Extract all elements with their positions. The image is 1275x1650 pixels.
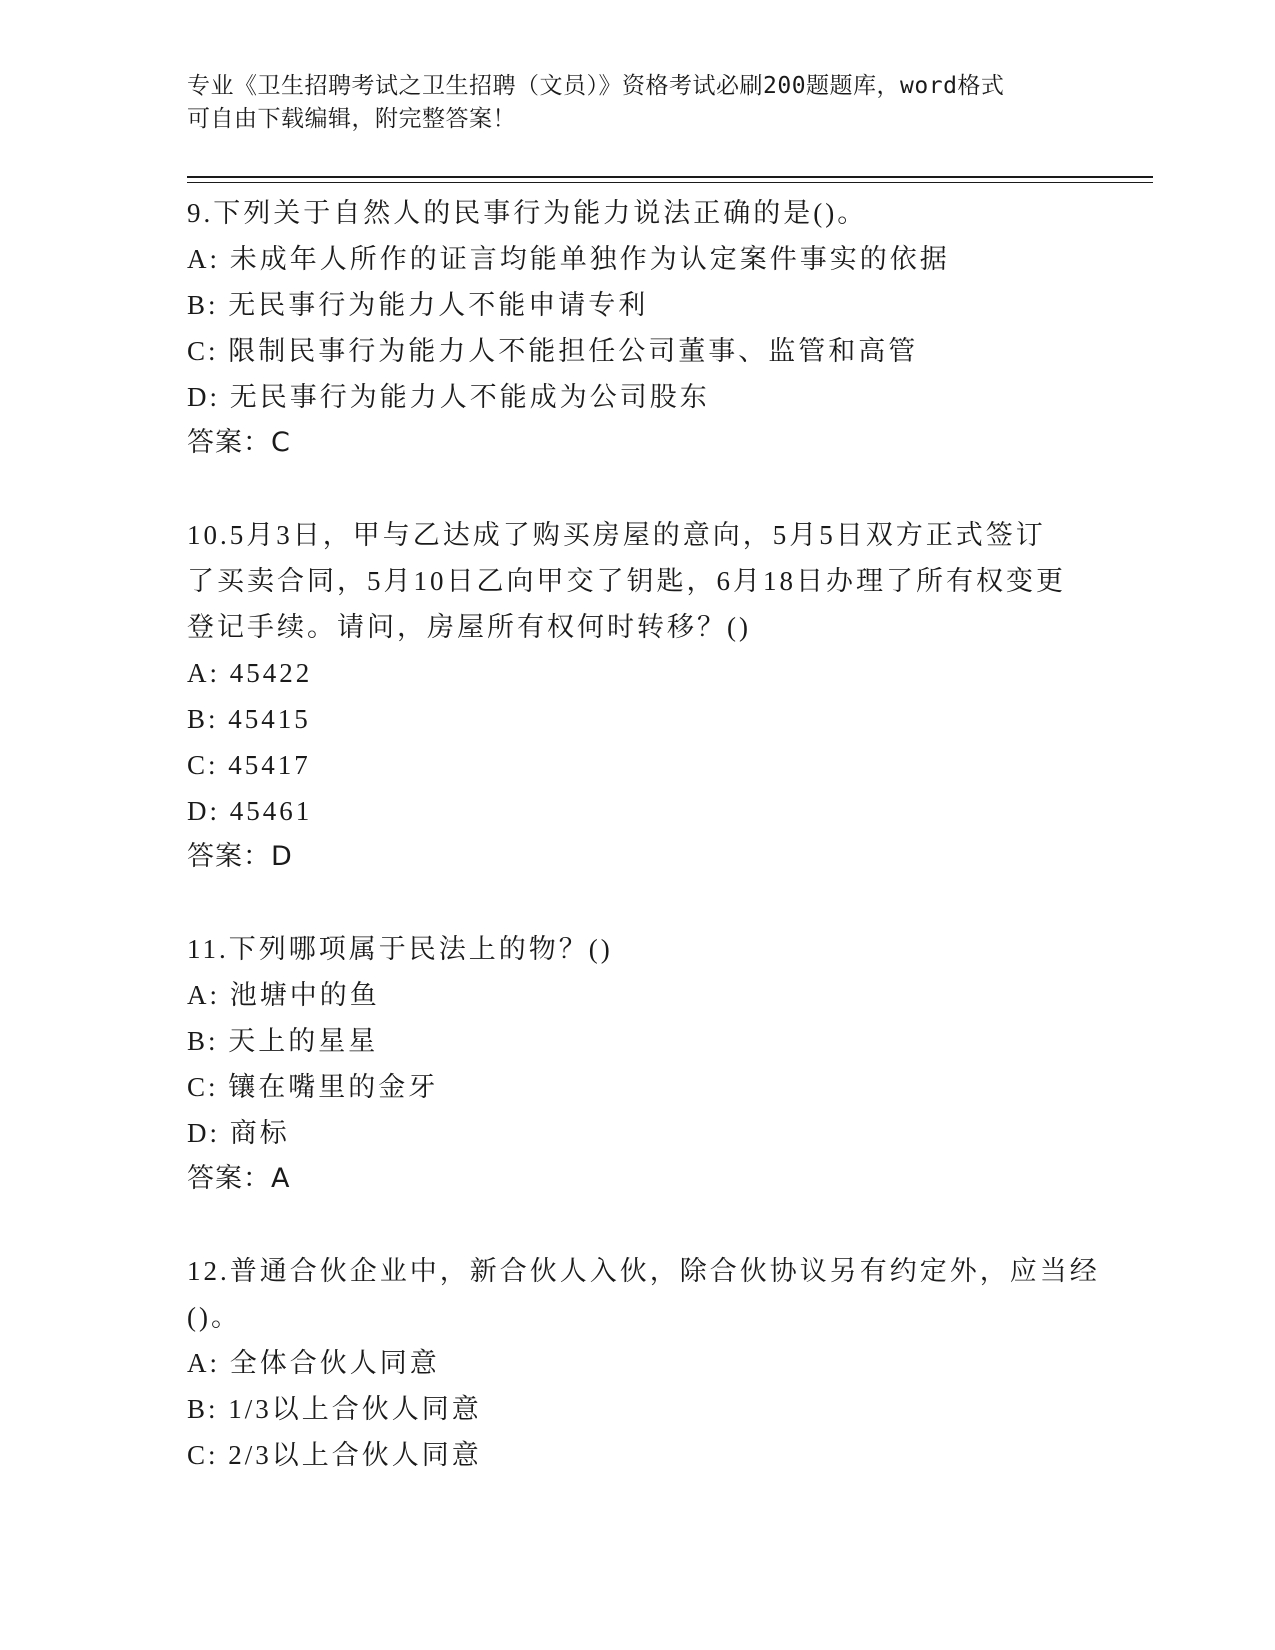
option-c: C: 2/3以上合伙人同意 [187,1440,482,1470]
option-d: D: 商标 [187,1118,290,1148]
option-b: B: 天上的星星 [187,1026,379,1056]
question-stem: 12.普通合伙企业中，新合伙人入伙，除合伙协议另有约定外，应当经 [187,1256,1100,1286]
document-header [187,70,1087,136]
question-10 [187,512,1087,880]
question-stem: 10.5月3日，甲与乙达成了购买房屋的意向，5月5日双方正式签订 [187,520,1046,550]
option-a: A: 未成年人所作的证言均能单独作为认定案件事实的依据 [187,244,950,274]
option-c: C: 45417 [187,750,311,780]
option-c: C: 镶在嘴里的金牙 [187,1072,439,1102]
question-stem: 了买卖合同，5月10日乙向甲交了钥匙，6月18日办理了所有权变更 [187,566,1066,596]
question-spacer [187,1202,1087,1248]
option-a: A: 45422 [187,658,313,688]
option-d: D: 无民事行为能力人不能成为公司股东 [187,382,710,412]
header-line-2: 可自由下载编辑，附完整答案！ [187,106,516,132]
question-list [187,190,1100,1478]
question-stem: ()。 [187,1302,241,1332]
question-9 [187,190,1087,466]
header-line-1: 专业《卫生招聘考试之卫生招聘（文员）》资格考试必刷200题题库，word格式 [187,73,1005,99]
answer-line: 答案：C [187,427,291,458]
answer-line: 答案：A [187,1163,291,1194]
option-b: B: 45415 [187,704,311,734]
question-stem: 11.下列哪项属于民法上的物？() [187,934,613,964]
option-a: A: 全体合伙人同意 [187,1348,440,1378]
option-b: B: 1/3以上合伙人同意 [187,1394,482,1424]
question-spacer [187,880,1087,926]
option-d: D: 45461 [187,796,313,826]
option-b: B: 无民事行为能力人不能申请专利 [187,290,649,320]
question-spacer [187,466,1087,512]
option-a: A: 池塘中的鱼 [187,980,380,1010]
option-c: C: 限制民事行为能力人不能担任公司董事、监管和高管 [187,336,919,366]
header-divider-thin [187,182,1153,183]
answer-line: 答案：D [187,841,293,872]
question-11 [187,926,1087,1202]
header-divider-thick [187,176,1153,178]
question-stem: 9.下列关于自然人的民事行为能力说法正确的是()。 [187,198,868,228]
question-12 [187,1248,1100,1478]
question-stem: 登记手续。请问，房屋所有权何时转移？() [187,612,751,642]
